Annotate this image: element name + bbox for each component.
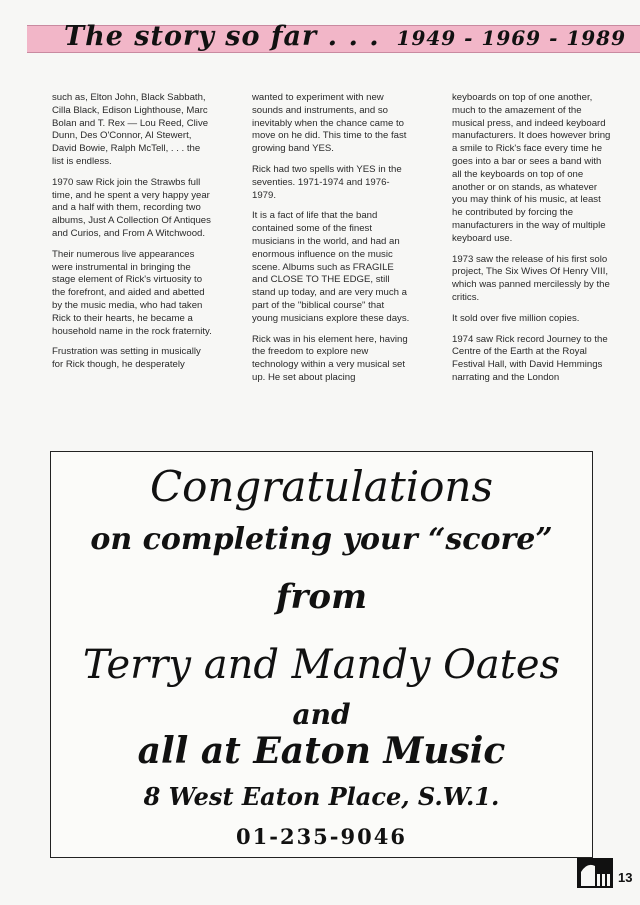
- paragraph: Rick had two spells with YES in the seventies. 1971-1974 and 1976-1979.: [252, 163, 402, 201]
- header-dates: 1949 - 1969 - 1989: [396, 26, 626, 50]
- paragraph: such as, Elton John, Black Sabbath, Cilla Black, Edison Lighthouse, Marc Bolan and T. Rex — Lou Reed, Clive Dunn, Des O'Connor, Al Stewert, David Bowie, Ralph McTell, . . . the list is endless.: [52, 92, 209, 167]
- paragraph: It sold over five million copies.: [452, 312, 580, 324]
- paragraph: wanted to experiment with new sounds and instruments, and so inevitably when the chance came to move on he did. This time to the fast growing band YES.: [252, 92, 407, 155]
- congratulations-advert: [50, 451, 593, 858]
- paragraph: Their numerous live appearances were instrumental in bringing the stage element of Rick's virtuosity to the forefront, and aided and abetted by the music media, who had taken Rick to their hearts, he became a household name in the rock fraternity.: [52, 248, 212, 337]
- text-column-3: [452, 92, 612, 393]
- advert-line-2: on completing your “score”: [90, 522, 553, 557]
- paragraph: 1970 saw Rick join the Strawbs full time, and he spent a very happy year and a half with them, recording two albums, Just A Collection Of Antiques and Curios, and From A Witchwood.: [52, 176, 211, 239]
- paragraph: It is a fact of life that the band contained some of the finest musicians in the world, and had an enormous influence on the music scene. Albums such as FRAGILE and CLOSE TO THE EDGE, still stand up today, and are very much a part of the "biblical course" that young musicians explore these days.: [252, 210, 410, 324]
- header-title: The story so far . . .: [64, 21, 380, 52]
- advert-line-5: and: [292, 698, 351, 731]
- advert-headline: Congratulations: [149, 462, 494, 511]
- advert-company: all at Eaton Music: [137, 730, 506, 772]
- paragraph: 1973 saw the release of his first solo project, The Six Wives Of Henry VIII, which was panned mercilessly by the critics.: [452, 253, 610, 303]
- advert-address: 8 West Eaton Place, S.W.1.: [143, 782, 500, 811]
- page-number: 13: [618, 870, 633, 885]
- paragraph: Frustration was setting in musically for Rick though, he desperately: [52, 346, 201, 371]
- paragraph: 1974 saw Rick record Journey to the Centre of the Earth at the Royal Festival Hall, with David Hemmings narrating and the London: [452, 333, 608, 383]
- paragraph: keyboards on top of one another, much to the amazement of the musical press, and indeed keyboard manufacturers. It does however bring a smile to Rick's face every time he goes into a bar or sees a band with all the keyboards on top of one another or on stands, as whatever you may think of his music, at least he contributed by forcing the manufacturers in the way of multiple keyboard use.: [452, 92, 611, 244]
- advert-line-3: from: [275, 577, 368, 617]
- advert-sender: Terry and Mandy Oates: [82, 642, 561, 688]
- text-column-2: [252, 92, 412, 393]
- advert-phone: 01-235-9046: [236, 824, 407, 849]
- text-column-1: [52, 92, 212, 380]
- section-header-bar: [27, 21, 640, 53]
- paragraph: Rick was in his element here, having the freedom to explore new technology within a very musical set up. He set about placing: [252, 333, 408, 383]
- piano-keys-icon: [577, 858, 613, 888]
